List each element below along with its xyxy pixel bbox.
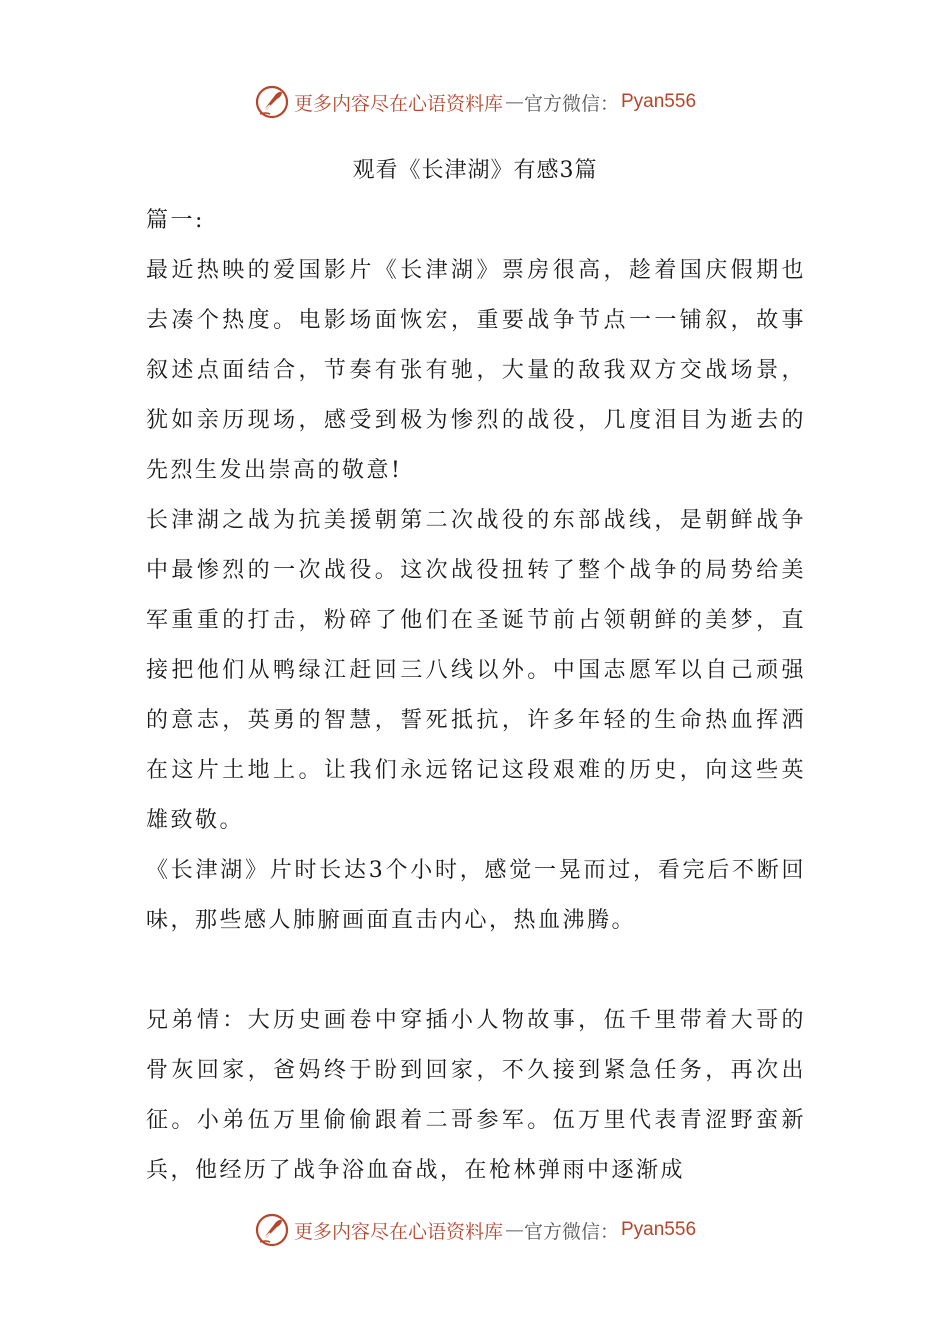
footer-brand-text: 更多内容尽在心语资料库 [293, 1220, 503, 1243]
header-brand-text: 更多内容尽在心语资料库 [293, 92, 503, 115]
paragraph-1: 最近热映的爱国影片《长津湖》票房很高，趁着国庆假期也去凑个热度。电影场面恢宏，重要战争节点一一铺叙，故事叙述点面结合，节奏有张有驰，大量的敌我双方交战场景，犹如亲历现场，感受到极为惨烈的战役，几度泪目为逝去的先烈生发出崇高的敬意! [146, 258, 806, 483]
quill-logo-icon [254, 84, 290, 120]
footer-banner [0, 1208, 950, 1252]
header-contact: Pyan556 [621, 91, 697, 112]
document-title: 观看《长津湖》有感3篇 [352, 158, 598, 183]
quill-logo-icon [254, 1212, 290, 1248]
header-dash: — [504, 91, 522, 113]
paragraph-3: 《长津湖》片时长达3个小时，感觉一晃而过，看完后不断回味，那些感人肺腑画面直击内心，热血沸腾。 [146, 858, 806, 933]
header-banner [0, 80, 950, 124]
footer-label: 官方微信： [523, 1220, 619, 1243]
footer-contact: Pyan556 [621, 1219, 697, 1240]
document-body [146, 196, 806, 1196]
paragraph-4: 兄弟情：大历史画卷中穿插小人物故事，伍千里带着大哥的骨灰回家，爸妈终于盼到回家，不久接到紧急任务，再次出征。小弟伍万里偷偷跟着二哥参军。伍万里代表青涩野蛮新兵，他经历了战争浴血奋战，在枪林弹雨中逐渐成 [146, 1008, 806, 1183]
paragraph-2: 长津湖之战为抗美援朝第二次战役的东部战线，是朝鲜战争中最惨烈的一次战役。这次战役扭转了整个战争的局势给美军重重的打击，粉碎了他们在圣诞节前占领朝鲜的美梦，直接把他们从鸭绿江赶回三八线以外。中国志愿军以自己顽强的意志，英勇的智慧，誓死抵抗，许多年轻的生命热血挥洒在这片土地上。让我们永远铭记这段艰难的历史，向这些英雄致敬。 [146, 508, 806, 833]
footer-dash: — [504, 1219, 522, 1241]
section-heading: 篇一: [146, 208, 205, 233]
header-label: 官方微信： [523, 92, 619, 115]
